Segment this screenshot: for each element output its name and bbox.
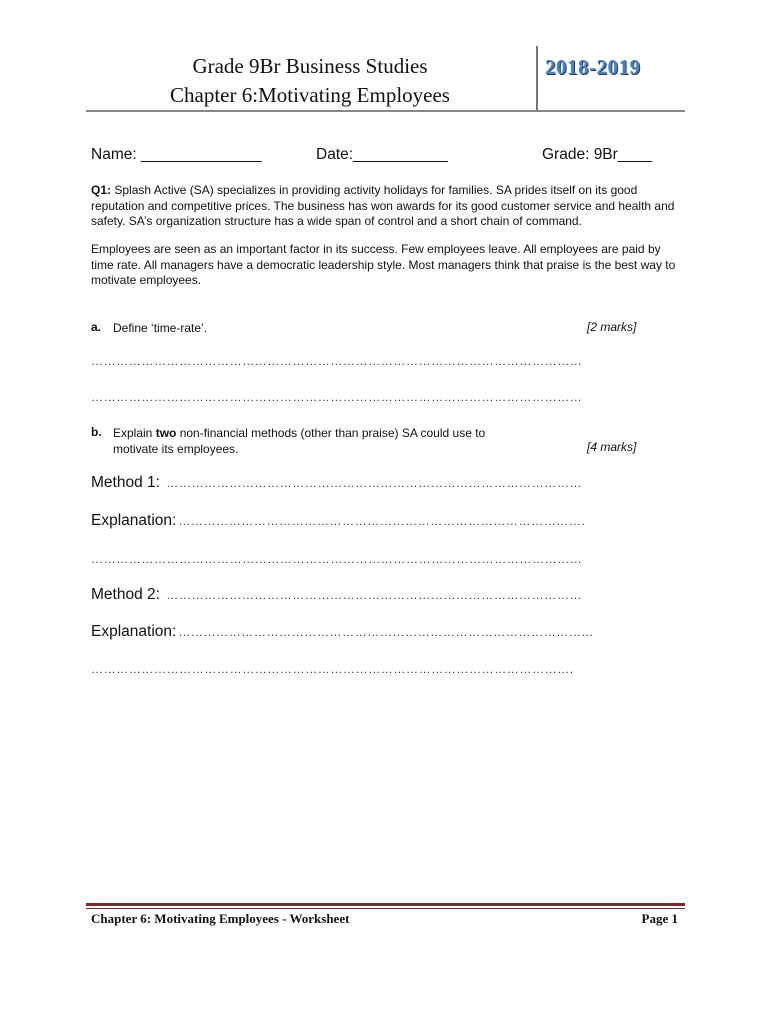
worksheet-title — [120, 52, 500, 110]
question-a-marks: [2 marks] — [587, 320, 637, 334]
explanation-2-fill: ……………………………………………………………………………………... — [178, 625, 594, 639]
method-2-fill: ……………………………………………………………………………………… — [166, 588, 583, 602]
question-b-text-end: non-financial methods (other than praise) SA could use to — [176, 426, 486, 440]
question-b-marks: [4 marks] — [587, 440, 637, 454]
question-b-letter: b. — [91, 425, 102, 439]
header-rule — [86, 110, 685, 112]
explanation-2-label: Explanation: — [91, 623, 177, 640]
name-field[interactable]: Name: ______________ — [91, 146, 262, 163]
explanation-1-line[interactable] — [91, 512, 681, 530]
grade-field[interactable]: Grade: 9Br____ — [542, 146, 653, 163]
explanation-1-fill: ……………………………………………………………………………………. — [178, 514, 586, 528]
question-b-text-start: Explain — [113, 426, 156, 440]
q1-text: Splash Active (SA) specializes in providing activity holidays for families. SA prides itself on its good reputation and competitive prices. The business has won awards for its good customer service and health and safety. SA’s organization structure has a wide span of control and a short chain of command. — [91, 183, 675, 228]
question-b-emphasis: two — [155, 426, 177, 440]
question-a-text: Define ‘time-rate’. — [113, 321, 208, 335]
answer-a-line-2[interactable]: ……………………………………………………………………………………………………… — [91, 390, 583, 404]
footer-rule-thick — [86, 903, 685, 906]
method-2-line[interactable] — [91, 586, 681, 604]
method-1-fill: ……………………………………………………………………………………… — [166, 476, 583, 490]
explanation-2-line[interactable] — [91, 623, 681, 641]
explanation-2-extra-line[interactable]: ……………………………………………………………………………………………………. — [91, 662, 574, 676]
question-a-letter: a. — [91, 320, 102, 334]
school-year: 2018-2019 — [545, 55, 641, 79]
question-b-text — [113, 425, 485, 457]
footer-page-number: Page 1 — [641, 911, 678, 926]
answer-a-line-1[interactable]: ……………………………………………………………………………………………………… — [91, 354, 583, 368]
q1-label: Q1: — [91, 183, 112, 197]
header-divider — [536, 46, 538, 112]
date-field[interactable]: Date:___________ — [316, 146, 448, 163]
question-b-text-line-2: motivate its employees. — [113, 442, 239, 456]
method-1-label: Method 1: — [91, 474, 165, 491]
footer-rule-thin — [86, 908, 685, 909]
q1-paragraph-1 — [91, 183, 681, 230]
title-line-2: Chapter 6:Motivating Employees — [170, 83, 450, 107]
method-2-label: Method 2: — [91, 586, 165, 603]
explanation-1-extra-line[interactable]: ……………………………………………………………………………………………………… — [91, 552, 583, 566]
method-1-line[interactable] — [91, 474, 681, 492]
explanation-1-label: Explanation: — [91, 512, 177, 529]
title-line-1: Grade 9Br Business Studies — [192, 54, 428, 78]
footer-chapter-title: Chapter 6: Motivating Employees - Worksheet — [91, 911, 350, 926]
q1-paragraph-2: Employees are seen as an important factor in its success. Few employees leave. All employees are paid by time rate. All managers have a democratic leadership style. Most managers think that praise is the best way to motivate employees. — [91, 242, 676, 287]
